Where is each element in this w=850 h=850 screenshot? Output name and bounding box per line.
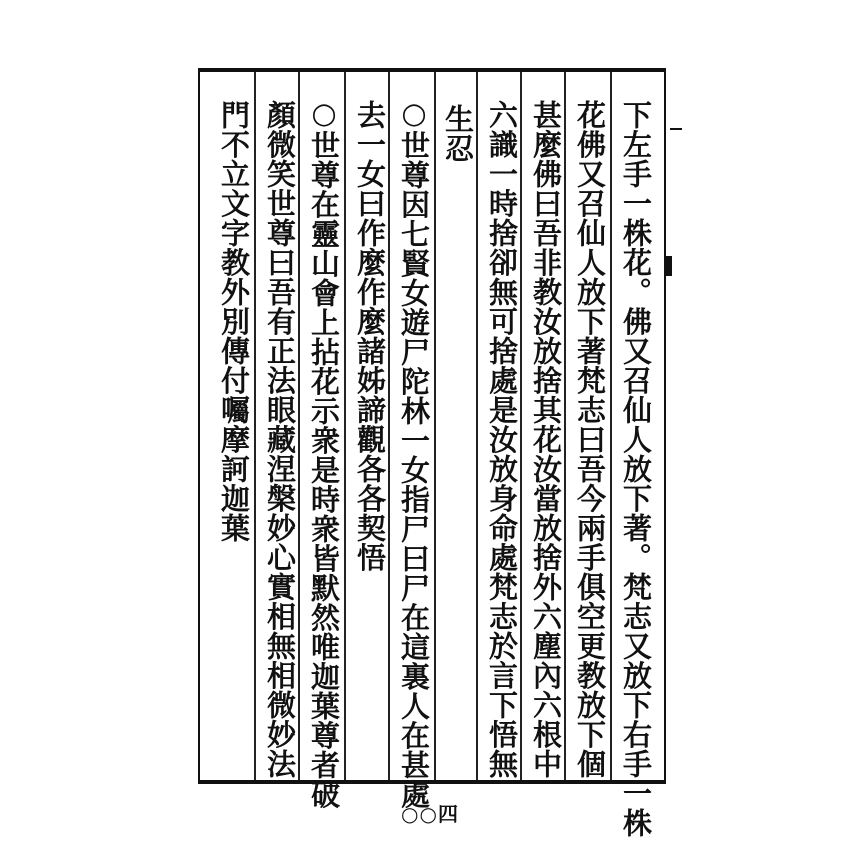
text-column-6: ○世尊因七賢女遊尸陀林一女指尸曰尸在這裏人在甚處 [397, 96, 431, 809]
text-column-1: 下左手一株花。佛又召仙人放下著。梵志又放下右手一株 [619, 100, 653, 838]
text-column-4: 六識一時捨卻無可捨處是汝放身命處梵志於言下悟無 [485, 100, 519, 779]
column-rule [344, 72, 346, 780]
text-column-9: 顏微笑世尊曰吾有正法眼藏涅槃妙心實相無相微妙法 [263, 100, 297, 779]
column-rule [434, 72, 436, 780]
text-column-8: ○世尊在靈山會上拈花示衆是時衆皆默然唯迦葉尊者破 [307, 96, 341, 809]
frame-right-border [664, 68, 666, 784]
column-rule [610, 72, 612, 780]
text-column-7: 去一女曰作麼作麼諸姊諦觀各各契悟 [353, 100, 387, 572]
text-column-2: 花佛又召仙人放下著梵志曰吾今兩手俱空更教放下個 [573, 100, 607, 779]
text-column-5: 生忍 [441, 104, 475, 163]
text-column-3: 甚麼佛曰吾非教汝放捨其花汝當放捨外六塵內六根中 [529, 100, 563, 779]
page-number: ○○四 [401, 802, 459, 826]
edge-dash-mark [670, 128, 682, 130]
text-column-10: 門不立文字教外別傳付囑摩訶迦葉 [217, 100, 251, 543]
column-rule [476, 72, 478, 780]
edge-tab-mark [664, 256, 672, 276]
column-rule [254, 72, 256, 780]
